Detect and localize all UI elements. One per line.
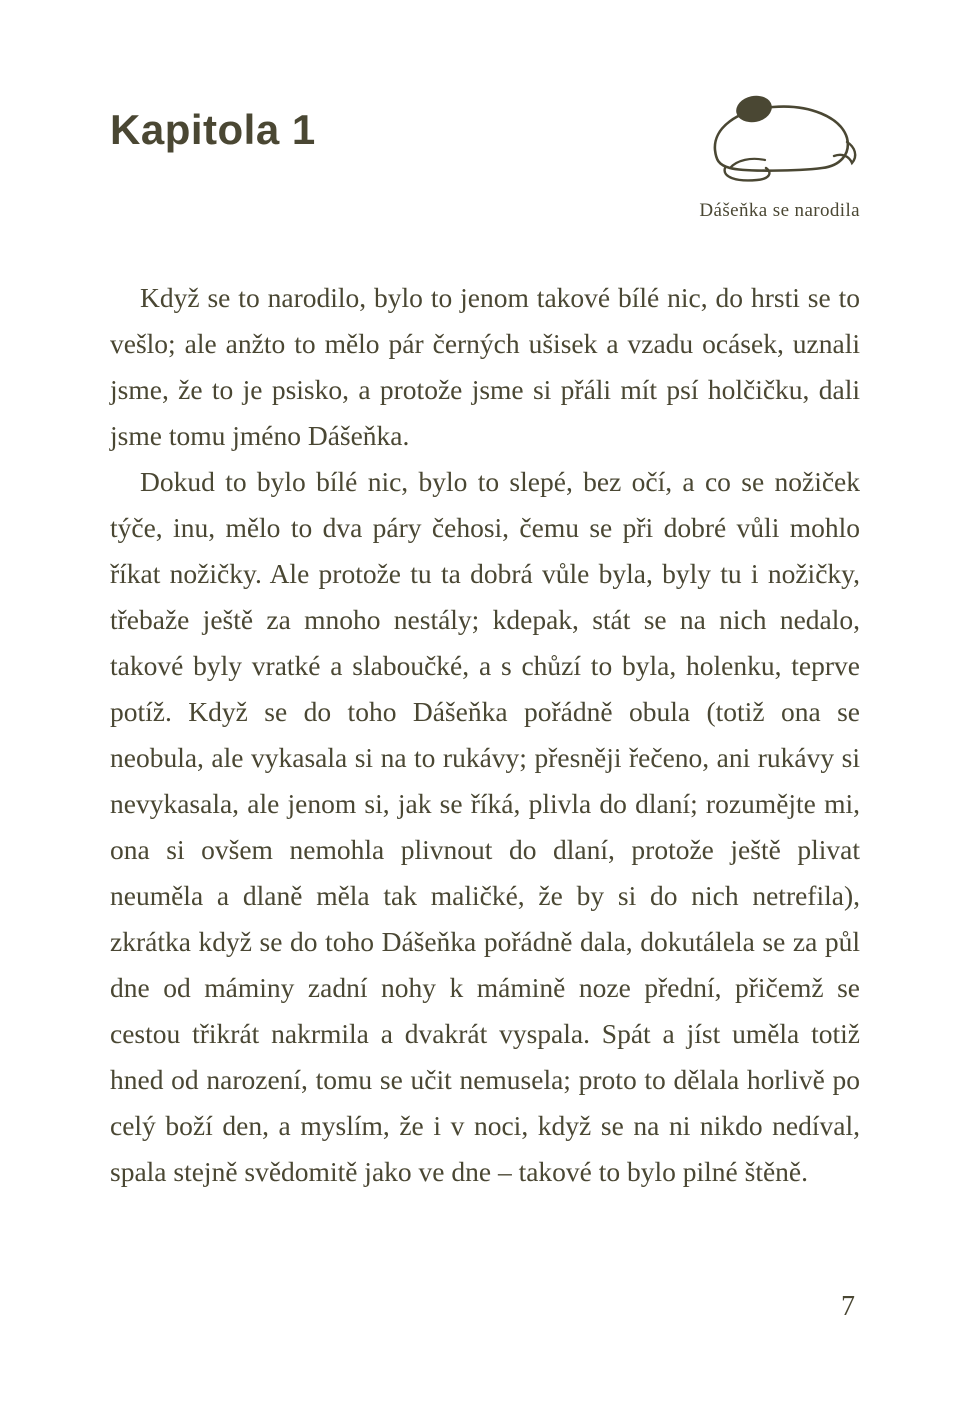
sleeping-puppy-illustration-icon [701, 94, 859, 190]
paragraph-2: Dokud to bylo bílé nic, bylo to slepé, bez očí, a co se nožiček týče, inu, mělo to dva páry čehosi, čemu se při dobré vůli mohlo říkat nožičky. Ale protože tu ta dobrá vůle byla, byly tu i nožičky, třebaže ještě za mnoho nestály; kdepak, stát se na nich nedalo, takové byly vratké a slaboučké, a s chůzí to byla, holenku, teprve potíž. Když se do toho Dášeňka pořádně obula (totiž ona se neobula, ale vykasala si na to rukávy; přesněji řečeno, ani rukávy si nevykasala, ale jenom si, jak se říká, plivla do dlaní; rozumějte mi, ona si ovšem nemohla plivnout do dlaní, protože ještě plivat neuměla a dlaně měla tak maličké, že by si do nich netrefila), zkrátka když se do toho Dášeňka pořádně dala, dokutálela se za půl dne od máminy zadní nohy k mámině noze přední, přičemž se cestou třikrát nakrmila a dvakrát vyspala. Spát a jíst uměla totiž hned od narození, tomu se učit nemusela; proto to dělala horlivě po celý boží den, a myslím, že i v noci, když se na ni nikdo nedíval, spala stejně svědomitě jako ve dne – takové to bylo pilné štěně. [110, 466, 860, 1187]
paragraph-1: Když se to narodilo, bylo to jenom takové bílé nic, do hrsti se to vešlo; ale anžto to mělo pár černých ušisek a vzadu ocásek, uznali jsme, že to je psisko, a protože jsme si přáli mít psí holčičku, dali jsme tomu jméno Dášeňka. [110, 282, 860, 451]
body-text [110, 275, 860, 1195]
chapter-title: Kapitola 1 [110, 106, 316, 153]
illustration-caption: Dášeňka se narodila [699, 200, 860, 221]
page-number: 7 [841, 1291, 855, 1322]
illustration-block [699, 94, 860, 222]
page-header [110, 92, 860, 227]
